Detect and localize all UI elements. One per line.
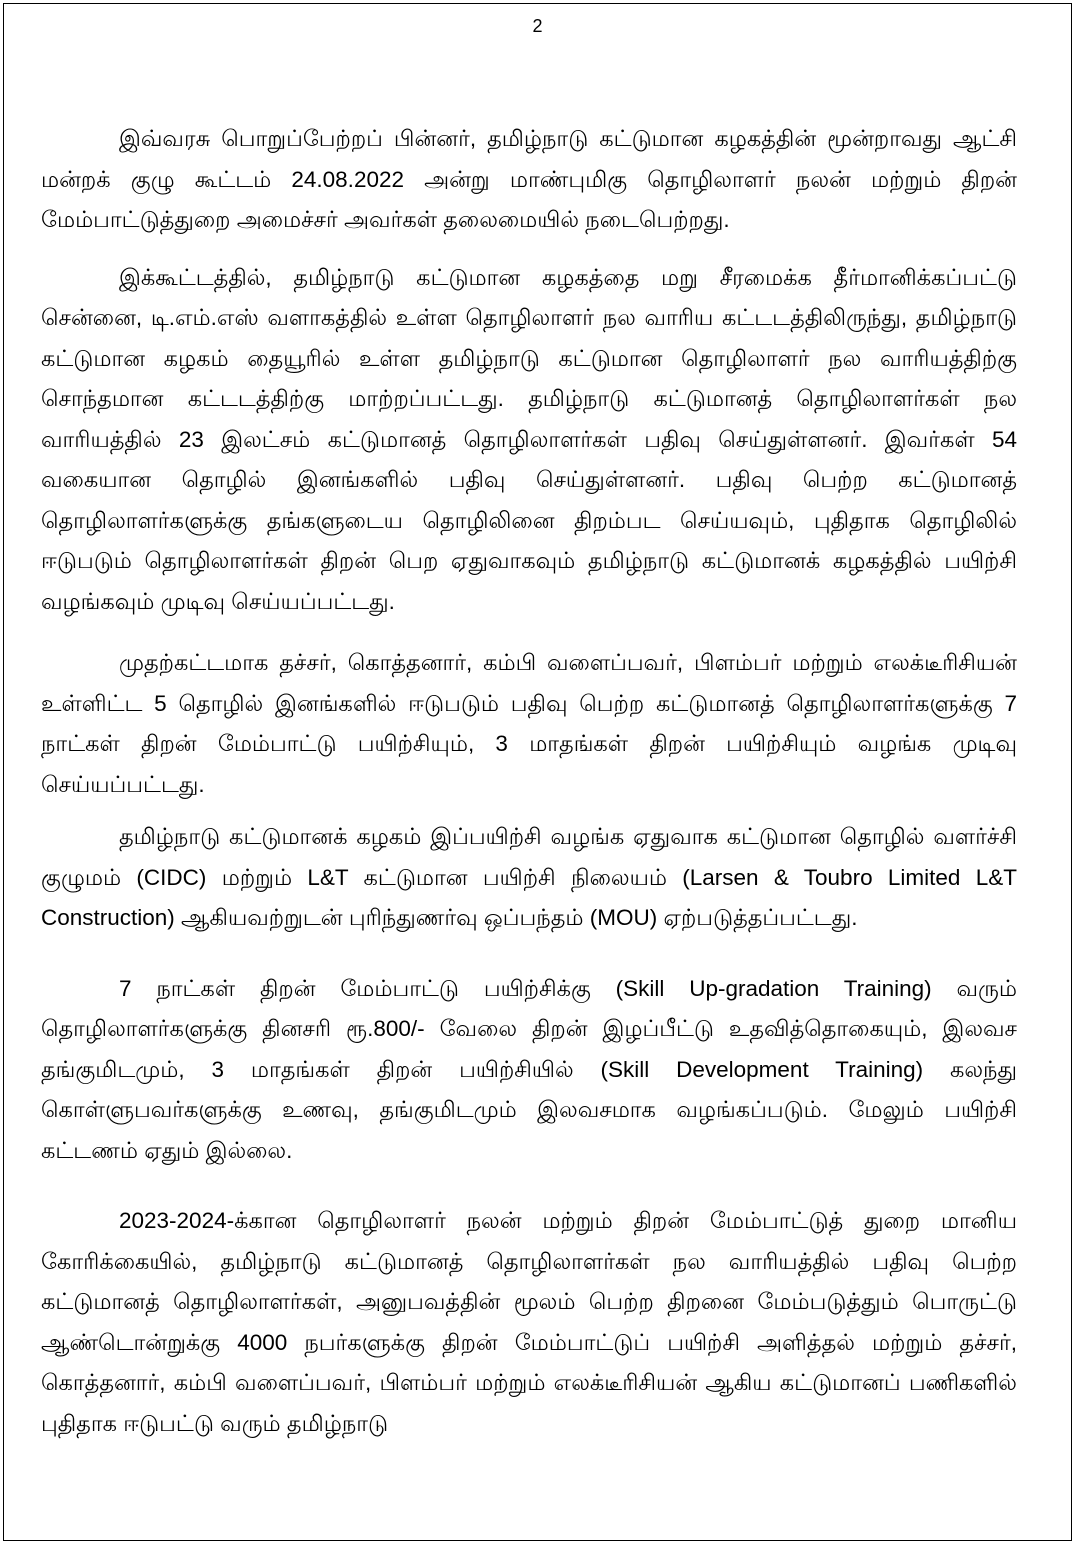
- paragraph-grant-demand: 2023-2024-க்கான தொழிலாளர் நலன் மற்றும் திறன் மேம்பாட்டுத் துறை மானிய கோரிக்கையில், தமிழ்நாடு கட்டுமானத் தொழிலாளர்கள் நல வாரியத்தில் பதிவு பெற்ற கட்டுமானத் தொழிலாளர்கள், அனுபவத்தின் மூலம் பெற்ற திறனை மேம்படுத்தும் பொருட்டு ஆண்டொன்றுக்கு 4000 நபர்களுக்கு திறன் மேம்பாட்டுப் பயிற்சி அளித்தல் மற்றும் தச்சர், கொத்தனார், கம்பி வளைப்பவர், பிளம்பர் மற்றும் எலக்டீரிசியன் ஆகிய கட்டுமானப் பணிகளில் புதிதாக ஈடுபட்டு வரும் தமிழ்நாடு: [41, 1208, 1017, 1436]
- document-page: [3, 3, 1072, 1541]
- paragraph-first-phase: முதற்கட்டமாக தச்சர், கொத்தனார், கம்பி வளைப்பவர், பிளம்பர் மற்றும் எலக்டீரிசியன் உள்ளிட்ட 5 தொழில் இனங்களில் ஈடுபடும் பதிவு பெற்ற கட்டுமானத் தொழிலாளர்களுக்கு 7 நாட்கள் திறன் மேம்பாட்டு பயிற்சியும், 3 மாதங்கள் திறன் பயிற்சியும் வழங்க முடிவு செய்யப்பட்டது.: [41, 650, 1017, 797]
- paragraph-restructuring: இக்கூட்டத்தில், தமிழ்நாடு கட்டுமான கழகத்தை மறு சீரமைக்க தீர்மானிக்கப்பட்டு சென்னை, டி.எம்.எஸ் வளாகத்தில் உள்ள தொழிலாளர் நல வாரிய கட்டடத்திலிருந்து, தமிழ்நாடு கட்டுமான கழகம் தையூரில் உள்ள தமிழ்நாடு கட்டுமான தொழிலாளர் நல வாரியத்திற்கு சொந்தமான கட்டடத்திற்கு மாற்றப்பட்டது. தமிழ்நாடு கட்டுமானத் தொழிலாளர்கள் நல வாரியத்தில் 23 இலட்சம் கட்டுமானத் தொழிலாளர்கள் பதிவு செய்துள்ளனர். இவர்கள் 54 வகையான தொழில் இனங்களில் பதிவு செய்துள்ளனர். பதிவு பெற்ற கட்டுமானத் தொழிலாளர்களுக்கு தங்களுடைய தொழிலினை திறம்பட செய்யவும், புதிதாக தொழிலில் ஈடுபடும் தொழிலாளர்கள் திறன் பெற ஏதுவாகவும் தமிழ்நாடு கட்டுமானக் கழகத்தில் பயிற்சி வழங்கவும் முடிவு செய்யப்பட்டது.: [41, 264, 1017, 614]
- document-body: [41, 119, 1017, 1444]
- paragraph-meeting: இவ்வரசு பொறுப்பேற்றப் பின்னர், தமிழ்நாடு கட்டுமான கழகத்தின் மூன்றாவது ஆட்சி மன்றக் குழு கூட்டம் 24.08.2022 அன்று மாண்புமிகு தொழிலாளர் நலன் மற்றும் திறன் மேம்பாட்டுத்துறை அமைச்சர் அவர்கள் தலைமையில் நடைபெற்றது.: [41, 126, 1017, 232]
- paragraph-mou: தமிழ்நாடு கட்டுமானக் கழகம் இப்பயிற்சி வழங்க ஏதுவாக கட்டுமான தொழில் வளர்ச்சி குழுமம் (CIDC) மற்றும் L&T கட்டுமான பயிற்சி நிலையம் (Larsen & Toubro Limited L&T Construction) ஆகியவற்றுடன் புரிந்துணர்வு ஒப்பந்தம் (MOU) ஏற்படுத்தப்பட்டது.: [41, 824, 1017, 930]
- page-number: 2: [532, 16, 543, 36]
- paragraph-training-benefits: 7 நாட்கள் திறன் மேம்பாட்டு பயிற்சிக்கு (Skill Up-gradation Training) வரும் தொழிலாளர்களுக்கு தினசரி ரூ.800/- வேலை திறன் இழப்பீட்டு உதவித்தொகையும், இலவச தங்குமிடமும், 3 மாதங்கள் திறன் பயிற்சியில் (Skill Development Training) கலந்து கொள்ளுபவர்களுக்கு உணவு, தங்குமிடமும் இலவசமாக வழங்கப்படும். மேலும் பயிற்சி கட்டணம் ஏதும் இல்லை.: [41, 975, 1017, 1163]
